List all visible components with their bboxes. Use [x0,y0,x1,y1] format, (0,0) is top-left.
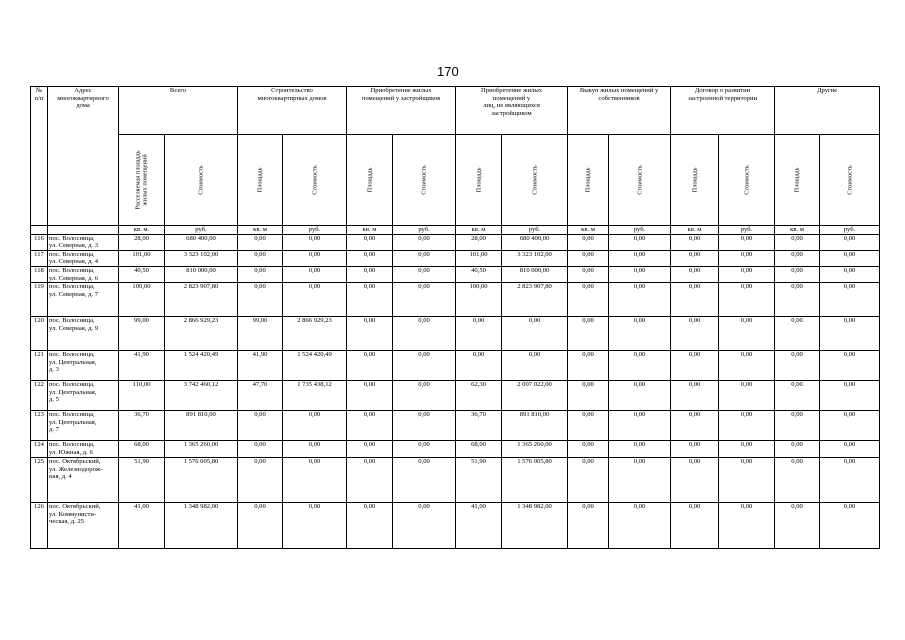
row-number: 123 [31,411,48,441]
subcol-header-label: Стоимость [845,165,853,195]
row-value-cell: 0,00 [719,266,775,282]
unit-cell: руб. [609,226,671,235]
row-value-cell: 0,00 [283,250,347,266]
row-address: пос. Волосница, ул. Северная, д. 6 [48,266,119,282]
row-value-cell: 0,00 [609,317,671,351]
subcol-header-label: Стоимость [530,165,538,195]
row-value-cell: 2 823 907,80 [502,283,568,317]
row-value-cell: 810 000,00 [502,266,568,282]
subcol-header-label: Площадь [793,167,801,193]
subcol-header [238,135,283,226]
row-value-cell: 0,00 [820,250,880,266]
row-value-cell: 0,00 [238,234,283,250]
row-value-cell: 0,00 [393,250,456,266]
row-value-cell: 0,00 [671,381,719,411]
row-value-cell: 0,00 [393,441,456,458]
row-value-cell: 0,00 [238,250,283,266]
row-value-cell: 68,00 [456,441,502,458]
row-value-cell: 0,00 [347,381,393,411]
row-value-cell: 68,00 [119,441,165,458]
row-number: 126 [31,503,48,549]
unit-cell-empty [31,226,48,235]
row-value-cell: 41,90 [119,351,165,381]
group-header-nondeveloper-purchase: Приобретение жилых помещений у лиц, не являющихся застройщиком [456,87,568,135]
group-header-other: Другие [775,87,880,135]
subcol-header-label: Площадь [256,167,264,193]
unit-cell: руб. [820,226,880,235]
row-value-cell: 41,00 [119,503,165,549]
subcol-header-label: Площадь [365,167,373,193]
table-row [31,266,880,282]
row-value-cell: 0,00 [609,503,671,549]
row-value-cell: 0,00 [393,411,456,441]
row-value-cell: 0,00 [820,283,880,317]
row-value-cell: 3 323 102,00 [165,250,238,266]
row-value-cell: 0,00 [671,317,719,351]
row-value-cell: 0,00 [238,283,283,317]
row-value-cell: 0,00 [820,351,880,381]
resettlement-table [30,86,880,549]
table-body [31,234,880,549]
row-address: пос. Волосница, ул. Северная, д. 3 [48,234,119,250]
row-value-cell: 1 348 982,00 [165,503,238,549]
row-value-cell: 0,00 [609,283,671,317]
row-value-cell: 0,00 [775,458,820,503]
row-value-cell: 0,00 [568,266,609,282]
row-number: 116 [31,234,48,250]
row-value-cell: 810 000,00 [165,266,238,282]
row-value-cell: 0,00 [283,458,347,503]
subcol-header [283,135,347,226]
row-value-cell: 0,00 [671,351,719,381]
row-value-cell: 0,00 [283,503,347,549]
row-value-cell: 0,00 [609,381,671,411]
table-row [31,381,880,411]
row-value-cell: 0,00 [671,234,719,250]
row-value-cell: 0,00 [347,283,393,317]
row-value-cell: 0,00 [671,503,719,549]
row-number: 122 [31,381,48,411]
row-value-cell: 0,00 [609,234,671,250]
subcol-header [671,135,719,226]
row-value-cell: 40,50 [456,266,502,282]
row-value-cell: 1 524 420,49 [283,351,347,381]
row-value-cell: 0,00 [283,411,347,441]
row-value-cell: 0,00 [820,234,880,250]
row-value-cell: 0,00 [671,283,719,317]
row-value-cell: 1 576 005,80 [165,458,238,503]
row-value-cell: 0,00 [820,503,880,549]
row-value-cell: 0,00 [283,441,347,458]
table-row [31,234,880,250]
row-number: 120 [31,317,48,351]
row-value-cell: 0,00 [820,458,880,503]
row-value-cell: 0,00 [609,458,671,503]
table-row [31,250,880,266]
row-value-cell: 891 810,00 [165,411,238,441]
subcol-header-label: Площадь [474,167,482,193]
row-value-cell: 0,00 [393,458,456,503]
row-value-cell: 51,90 [119,458,165,503]
row-value-cell: 0,00 [393,234,456,250]
header-row-subcolumns [31,135,880,226]
row-value-cell: 0,00 [671,266,719,282]
row-value-cell: 0,00 [719,250,775,266]
row-number: 118 [31,266,48,282]
subcol-header [568,135,609,226]
row-value-cell: 0,00 [283,283,347,317]
unit-cell: кв. м [671,226,719,235]
subcol-header-label: Расселяемая площадь жилых помещений [134,150,149,210]
row-value-cell: 0,00 [238,458,283,503]
unit-cell: руб. [165,226,238,235]
subcol-header [775,135,820,226]
row-value-cell: 0,00 [609,351,671,381]
row-value-cell: 100,00 [456,283,502,317]
row-value-cell: 0,00 [609,266,671,282]
row-value-cell: 0,00 [719,317,775,351]
row-value-cell: 0,00 [719,503,775,549]
row-value-cell: 0,00 [347,458,393,503]
table-row [31,317,880,351]
row-value-cell: 0,00 [568,411,609,441]
row-value-cell: 0,00 [393,283,456,317]
row-value-cell: 0,00 [238,266,283,282]
row-value-cell: 0,00 [719,458,775,503]
table-row [31,411,880,441]
header-row-units [31,226,880,235]
row-address: пос. Волосница, ул. Центральная, д. 5 [48,381,119,411]
row-number: 119 [31,283,48,317]
row-address: пос. Октябрьский, ул. Коммунисти- ческая, д. 25 [48,503,119,549]
table-row [31,351,880,381]
unit-cell-empty [48,226,119,235]
row-address: пос. Волосница, ул. Северная, д. 9 [48,317,119,351]
subcol-header [820,135,880,226]
row-value-cell: 40,50 [119,266,165,282]
group-header-territory-development: Договор о развитии застроенной территории [671,87,775,135]
row-value-cell: 0,00 [775,317,820,351]
row-value-cell: 2 866 929,23 [283,317,347,351]
row-value-cell: 1 524 420,49 [165,351,238,381]
row-value-cell: 0,00 [456,351,502,381]
row-value-cell: 0,00 [568,250,609,266]
row-value-cell: 101,00 [119,250,165,266]
unit-cell: руб. [393,226,456,235]
row-value-cell: 0,00 [456,317,502,351]
row-value-cell: 3 742 460,12 [165,381,238,411]
subcol-header-label: Стоимость [742,165,750,195]
row-value-cell: 0,00 [393,381,456,411]
row-value-cell: 101,00 [456,250,502,266]
row-value-cell: 0,00 [568,351,609,381]
group-header-construction: Строительство многоквартирных домов [238,87,347,135]
group-header-developer-purchase: Приобретение жилых помещений у застройщиков [347,87,456,135]
row-value-cell: 0,00 [719,351,775,381]
row-value-cell: 0,00 [347,351,393,381]
row-value-cell: 0,00 [393,266,456,282]
row-value-cell: 0,00 [283,234,347,250]
col-header-num: № п/п [31,87,48,226]
row-value-cell: 680 400,00 [502,234,568,250]
unit-cell: руб. [719,226,775,235]
row-value-cell: 0,00 [238,503,283,549]
header-row-groups [31,87,880,135]
table-row [31,503,880,549]
subcol-header [393,135,456,226]
row-value-cell: 1 735 438,12 [283,381,347,411]
row-value-cell: 0,00 [347,503,393,549]
subcol-header [119,135,165,226]
row-value-cell: 0,00 [775,250,820,266]
subcol-header-label: Стоимость [635,165,643,195]
row-address: пос. Волосница, ул. Северная, д. 4 [48,250,119,266]
row-value-cell: 0,00 [775,266,820,282]
unit-cell: кв. м. [119,226,165,235]
row-value-cell: 0,00 [775,381,820,411]
row-value-cell: 0,00 [609,441,671,458]
table-row [31,458,880,503]
row-value-cell: 0,00 [820,411,880,441]
row-value-cell: 0,00 [568,283,609,317]
group-header-total: Всего [119,87,238,135]
row-value-cell: 0,00 [568,441,609,458]
row-value-cell: 2 007 022,00 [502,381,568,411]
unit-cell: кв. м [238,226,283,235]
row-value-cell: 51,90 [456,458,502,503]
unit-cell: кв. м [775,226,820,235]
row-value-cell: 0,00 [238,441,283,458]
row-value-cell: 0,00 [568,381,609,411]
row-value-cell: 0,00 [609,411,671,441]
table-row [31,441,880,458]
row-value-cell: 62,30 [456,381,502,411]
row-value-cell: 0,00 [238,411,283,441]
row-number: 125 [31,458,48,503]
row-value-cell: 0,00 [775,411,820,441]
row-value-cell: 0,00 [347,234,393,250]
row-value-cell: 0,00 [568,234,609,250]
row-value-cell: 0,00 [393,503,456,549]
row-value-cell: 0,00 [347,411,393,441]
row-value-cell: 0,00 [609,250,671,266]
row-value-cell: 2 866 929,23 [165,317,238,351]
subcol-header [347,135,393,226]
unit-cell: кв. м [347,226,393,235]
row-value-cell: 28,00 [119,234,165,250]
row-value-cell: 0,00 [719,441,775,458]
subcol-header [502,135,568,226]
row-address: пос. Волосница, ул. Центральная, д. 3 [48,351,119,381]
page-number: 170 [437,64,459,79]
row-value-cell: 3 323 102,00 [502,250,568,266]
row-value-cell: 0,00 [671,250,719,266]
row-value-cell: 0,00 [820,441,880,458]
subcol-header-label: Стоимость [310,165,318,195]
table-row [31,283,880,317]
row-number: 124 [31,441,48,458]
group-header-owner-buyout: Выкуп жилых помещений у собственников [568,87,671,135]
row-value-cell: 1 576 005,80 [502,458,568,503]
row-value-cell: 110,00 [119,381,165,411]
row-value-cell: 0,00 [719,283,775,317]
subcol-header-label: Стоимость [197,165,205,195]
row-value-cell: 99,00 [119,317,165,351]
row-value-cell: 41,90 [238,351,283,381]
row-value-cell: 1 365 260,00 [165,441,238,458]
row-value-cell: 28,00 [456,234,502,250]
row-value-cell: 0,00 [347,317,393,351]
row-value-cell: 1 365 260,00 [502,441,568,458]
row-value-cell: 100,00 [119,283,165,317]
row-value-cell: 0,00 [820,266,880,282]
subcol-header-label: Площадь [690,167,698,193]
row-value-cell: 0,00 [393,351,456,381]
row-value-cell: 0,00 [502,317,568,351]
row-value-cell: 0,00 [671,458,719,503]
subcol-header [165,135,238,226]
row-value-cell: 0,00 [775,234,820,250]
row-value-cell: 47,70 [238,381,283,411]
row-value-cell: 0,00 [393,317,456,351]
row-value-cell: 680 400,00 [165,234,238,250]
row-value-cell: 0,00 [671,441,719,458]
row-value-cell: 0,00 [283,266,347,282]
row-value-cell: 0,00 [719,381,775,411]
subcol-header [609,135,671,226]
row-value-cell: 0,00 [347,441,393,458]
row-value-cell: 99,00 [238,317,283,351]
row-value-cell: 0,00 [347,266,393,282]
row-value-cell: 0,00 [820,381,880,411]
row-value-cell: 36,70 [456,411,502,441]
row-value-cell: 891 810,00 [502,411,568,441]
row-address: пос. Октябрьский, ул. Железнодорож- ная, д. 4 [48,458,119,503]
row-value-cell: 0,00 [820,317,880,351]
row-address: пос. Волосница, ул. Южная, д. 6 [48,441,119,458]
unit-cell: руб. [502,226,568,235]
row-address: пос. Волосница, ул. Северная, д. 7 [48,283,119,317]
row-number: 121 [31,351,48,381]
row-value-cell: 0,00 [775,503,820,549]
subcol-header-label: Площадь [584,167,592,193]
row-value-cell: 0,00 [347,250,393,266]
row-value-cell: 0,00 [502,351,568,381]
unit-cell: руб. [283,226,347,235]
row-value-cell: 0,00 [719,411,775,441]
subcol-header [456,135,502,226]
row-value-cell: 0,00 [775,351,820,381]
row-value-cell: 0,00 [775,283,820,317]
row-value-cell: 0,00 [568,503,609,549]
row-address: пос. Волосница, ул. Центральная, д. 7 [48,411,119,441]
row-value-cell: 0,00 [775,441,820,458]
row-value-cell: 0,00 [719,234,775,250]
col-header-address: Адрес многоквартирного дома [48,87,119,226]
subcol-header [719,135,775,226]
unit-cell: кв. м [456,226,502,235]
unit-cell: кв. м [568,226,609,235]
row-value-cell: 2 823 907,80 [165,283,238,317]
row-value-cell: 1 348 982,00 [502,503,568,549]
row-value-cell: 0,00 [568,317,609,351]
row-value-cell: 41,00 [456,503,502,549]
row-value-cell: 36,70 [119,411,165,441]
row-value-cell: 0,00 [568,458,609,503]
row-number: 117 [31,250,48,266]
subcol-header-label: Стоимость [420,165,428,195]
row-value-cell: 0,00 [671,411,719,441]
